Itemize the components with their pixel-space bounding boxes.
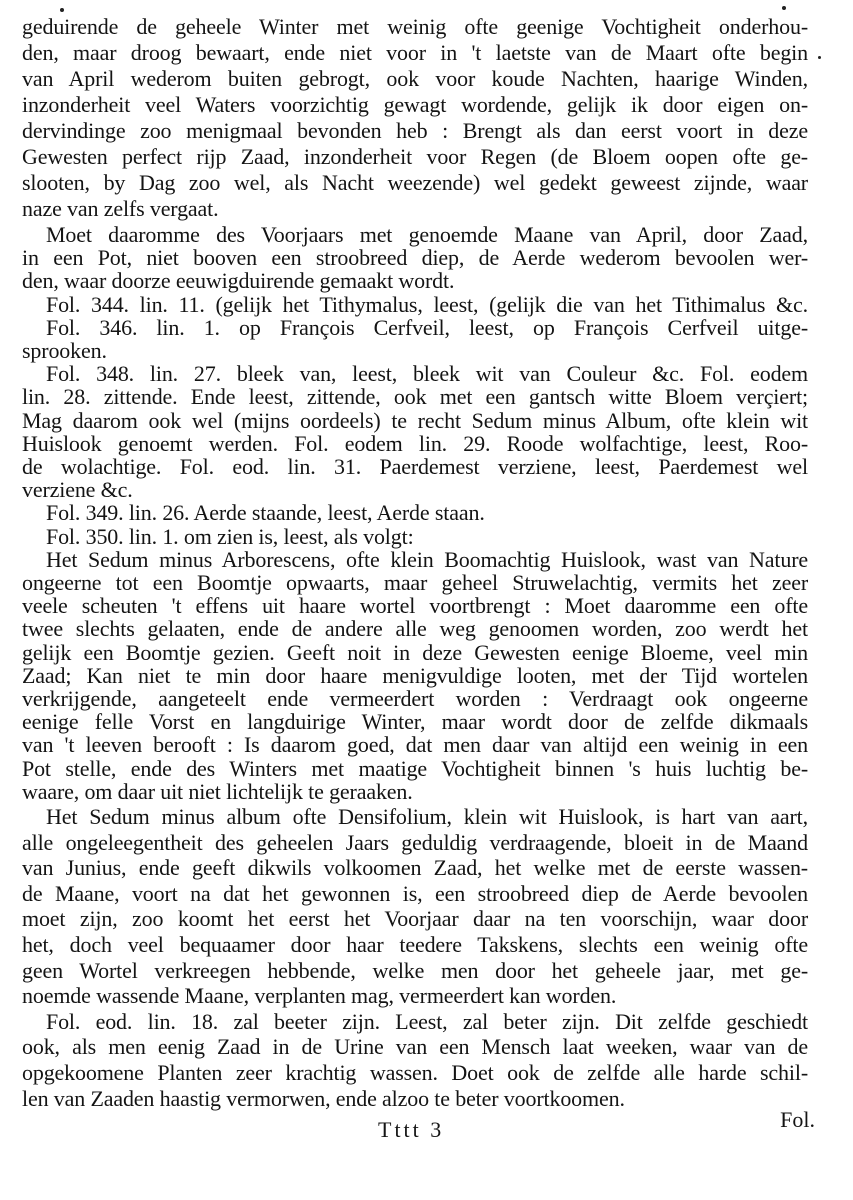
text-line: Huislook genoemt werden. Fol. eodem lin. 29. Roode wolfachtige, leest, Roo- (22, 430, 808, 456)
text-line: van Junius, ende geeft dikwils volkoomen Zaad, het welke met de eerste wassen- (22, 855, 808, 881)
text-line: opgekoomene Planten zeer krachtig wassen. Doet ook de zelfde alle harde schil- (22, 1060, 808, 1085)
text-line: slooten, by Dag zoo wel, als Nacht weezende) wel gedekt geweest zijnde, waar (22, 170, 808, 195)
text-line: verziene &c. (22, 477, 133, 503)
text-line: Fol. eod. lin. 18. zal beeter zijn. Leest, zal beter zijn. Dit zelfde geschiedt (46, 1008, 808, 1034)
text-line: Het Sedum minus Arborescens, ofte klein Boomachtig Huislook, wast van Nature (46, 546, 808, 572)
text-line: inzonderheit veel Waters voorzichtig gewagt wordende, gelijk ik door eigen on- (22, 92, 808, 117)
text-line: Het Sedum minus album ofte Densifolium, klein wit Huislook, is hart van aart, (46, 804, 808, 829)
text-line: Fol. 349. lin. 26. Aerde staande, leest, Aerde staan. (46, 500, 485, 526)
text-line: ongeerne tot een Boomtje opwaarts, maar geheel Struwelachtig, vermits het zeer (22, 570, 808, 595)
ink-speck (818, 56, 821, 59)
text-line: ook, als men eenig Zaad in de Urine van een Mensch laat weeken, waar van de (22, 1034, 808, 1060)
text-line: in een Pot, niet booven een stroobreed diep, de Aerde wederom bevoolen wer- (22, 245, 808, 271)
text-line: van 't leeven berooft : Is daarom goed, dat men daar van altijd een weinig in een (22, 732, 808, 758)
text-line: Pot stelle, ende des Winters met maatige Vochtigheit binnen 's huis luchtig be- (22, 755, 808, 781)
text-line: de Maane, voort na dat het gewonnen is, een stroobreed diep de Aerde bevoolen (22, 880, 808, 906)
text-line: van April wederom buiten gebrogt, ook voor koude Nachten, haarige Winden, (22, 66, 808, 91)
text-line: waare, om daar uit niet lichtelijk te geraaken. (22, 778, 413, 804)
text-line: sprooken. (22, 338, 107, 363)
text-line: Moet daaromme des Voorjaars met genoemde Maane van April, door Zaad, (46, 222, 808, 247)
text-line: alle ongeleegentheit des geheelen Jaars geduldig verdraagende, bloeit in de Maand (22, 829, 808, 855)
text-line: lin. 28. zittende. Ende leest, zittende, ook met een gantsch witte Bloem verçiert; (22, 384, 808, 410)
text-line: Mag daarom ook wel (mijns oordeels) te recht Sedum minus Album, ofte klein wit (22, 407, 808, 433)
catchword: Fol. (780, 1107, 815, 1133)
text-line: Gewesten perfect rijp Zaad, inzonderheit voor Regen (de Bloem oopen ofte ge- (22, 144, 808, 169)
text-line: de wolachtige. Fol. eod. lin. 31. Paerdemest verziene, leest, Paerdemest wel (22, 454, 808, 479)
text-line: eenige felle Vorst en langduirige Winter, maar wordt door de zelfde dikmaals (22, 709, 808, 735)
text-line: verkrijgende, aangeteelt ende vermeerdert worden : Verdraagt ook ongeerne (22, 686, 808, 711)
text-line: len van Zaaden haastig vermorwen, ende alzoo te beter voortkoomen. (22, 1085, 625, 1111)
text-line: Fol. 346. lin. 1. op François Cerfveil, leest, op François Cerfveil uitge- (46, 314, 808, 340)
text-line: moet zijn, zoo koomt het eerst het Voorjaar daar na ten voorschijn, waar door (22, 906, 808, 932)
text-line: Fol. 344. lin. 11. (gelijk het Tithymalus, leest, (gelijk die van het Tithimalus &c. (46, 291, 808, 317)
text-line: geduirende de geheele Winter met weinig ofte geenige Vochtigheit onderhou- (22, 14, 808, 39)
text-line: naze van zelfs vergaat. (22, 196, 219, 221)
ink-speck (782, 6, 786, 10)
text-line: dervindinge zoo menigmaal bevonden heb : Brengt als dan eerst voort in deze (22, 118, 808, 143)
text-line: noemde wassende Maane, verplanten mag, vermeerdert kan worden. (22, 983, 617, 1009)
signature-mark: Tttt 3 (378, 1117, 445, 1143)
text-line: Zaad; Kan niet te min door haare menigvuldige looten, met der Tijd wortelen (22, 662, 808, 688)
text-line: den, maar droog bewaart, ende niet voor in 't laetste van de Maart ofte begin (22, 40, 808, 65)
text-line: den, waar doorze eeuwigduirende gemaakt wordt. (22, 268, 455, 294)
text-line: het, doch veel bequaamer door haar teedere Takskens, slechts een weinig ofte (22, 932, 808, 957)
text-line: twee slechts gelaaten, ende de andere alle weg genoomen worden, zoo werdt het (22, 616, 808, 642)
text-line: Fol. 350. lin. 1. om zien is, leest, als volgt: (46, 523, 414, 549)
text-line: Fol. 348. lin. 27. bleek van, leest, bleek wit van Couleur &c. Fol. eodem (46, 361, 808, 387)
text-line: gelijk een Boomtje gezien. Geeft noit in deze Gewesten eenige Bloeme, veel min (22, 639, 808, 665)
text-line: geen Wortel verkreegen hebbende, welke men door het geheele jaar, met ge- (22, 957, 808, 983)
ink-speck (60, 8, 64, 12)
text-line: veele scheuten 't effens uit haare wortel voortbrengt : Moet daaromme een ofte (22, 593, 808, 619)
